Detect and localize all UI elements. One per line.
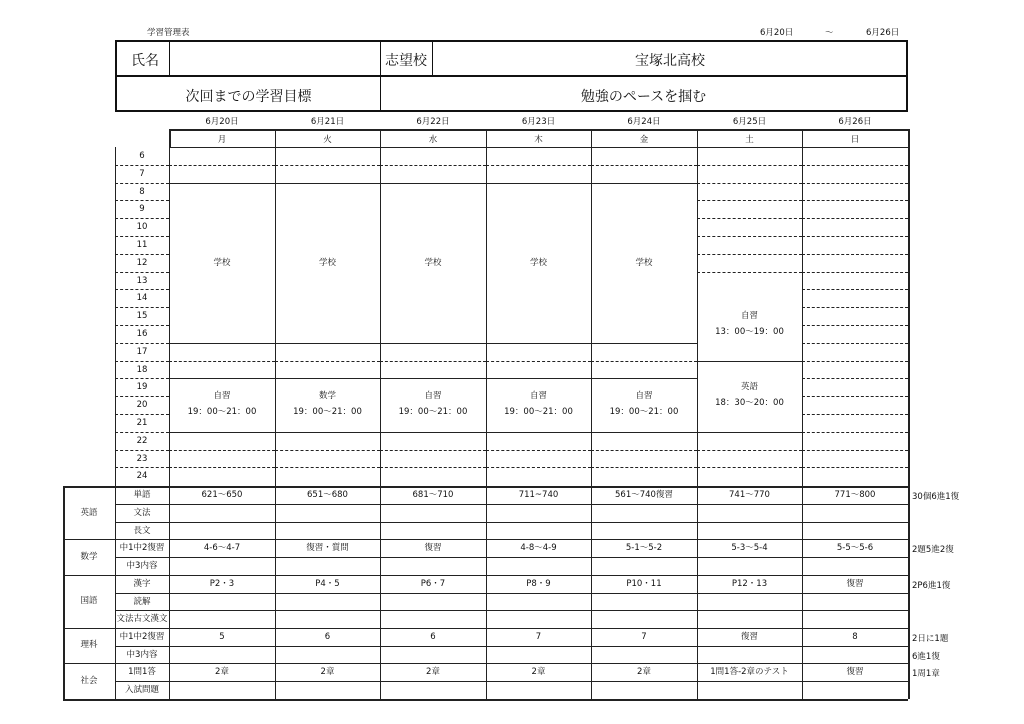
day-of-week: 月: [217, 135, 227, 145]
grid-line: [802, 307, 908, 308]
grid-line: [802, 165, 908, 166]
subject-row-label: 1問1答: [128, 667, 156, 677]
grid-line: [697, 486, 698, 699]
day-date: 6月26日: [838, 117, 872, 127]
grid-line: [115, 183, 169, 184]
grid-line: [486, 343, 591, 344]
grid-line: [115, 378, 169, 379]
grid-line: [169, 147, 908, 148]
hour-label: 16: [136, 329, 148, 339]
subject-cell[interactable]: P2・3: [209, 578, 235, 589]
grid-line: [802, 236, 908, 237]
grid-line: [802, 396, 908, 397]
subject-cell[interactable]: 5-3～5-4: [731, 543, 768, 553]
grid-line: [115, 504, 908, 505]
subject-cell[interactable]: P4・5: [315, 578, 340, 589]
grid-line: [115, 361, 169, 362]
grid-line: [380, 486, 381, 699]
grid-line: [115, 289, 169, 290]
grid-line: [908, 129, 910, 486]
grid-line: [275, 467, 380, 468]
hour-label: 19: [136, 382, 148, 393]
header-block: [115, 40, 908, 112]
evening-block-time: 19：00～21：00: [398, 407, 468, 418]
grid-line: [380, 361, 486, 362]
school-block: 学校: [424, 257, 442, 268]
subject-cell[interactable]: P8・9: [526, 578, 551, 589]
day-date: 6月20日: [205, 117, 239, 127]
grid-line: [802, 450, 908, 451]
grid-line: [802, 467, 908, 468]
evening-block-title: 自習: [635, 391, 653, 402]
hour-label: 10: [136, 222, 148, 233]
evening-block-title: 自習: [213, 391, 231, 402]
grid-line: [115, 218, 169, 219]
grid-line: [486, 378, 591, 379]
grid-line: [908, 486, 910, 699]
saturday-block-title: 英語: [740, 382, 758, 393]
subject-cell[interactable]: 741～770: [729, 490, 770, 500]
grid-line: [591, 450, 697, 451]
school-label: 志望校: [385, 53, 427, 69]
grid-line: [486, 467, 591, 468]
day-date: 6月24日: [627, 117, 661, 127]
evening-block-time: 19：00～21：00: [187, 407, 257, 418]
hour-label: 23: [136, 453, 148, 464]
day-of-week: 木: [534, 135, 543, 145]
grid-line: [63, 486, 65, 699]
goal-label: 次回までの学習目標: [185, 89, 312, 105]
hour-label: 12: [136, 257, 148, 268]
subject-cell[interactable]: 8: [852, 631, 858, 642]
subject-note: 2題5進2復: [912, 545, 954, 555]
grid-line: [697, 165, 802, 166]
hour-label: 8: [139, 186, 145, 197]
subject-note: 1周1章: [912, 669, 940, 679]
grid-line: [802, 272, 908, 273]
subject-note: 2P6進1復: [912, 580, 951, 591]
grid-line: [697, 236, 802, 237]
hour-label: 20: [136, 400, 148, 411]
doc-title: 学習管理表: [147, 28, 190, 38]
grid-line: [802, 200, 908, 201]
subject-row-label: 中1中2復習: [119, 543, 165, 553]
grid-line: [697, 432, 802, 433]
subject-cell[interactable]: 711~740: [518, 490, 559, 500]
subject-cell[interactable]: 621～650: [201, 490, 243, 500]
grid-line: [275, 183, 380, 184]
grid-line: [380, 432, 486, 433]
grid-line: [380, 450, 486, 451]
grid-line: [115, 200, 169, 201]
subject-note: 30個6進1復: [912, 492, 960, 502]
subject-row-label: 読解: [133, 596, 151, 607]
grid-line: [275, 343, 380, 344]
subject-row-label: 中3内容: [126, 649, 158, 660]
subject-cell[interactable]: 5-1～5-2: [625, 543, 663, 553]
subject-row-label: 入試問題: [124, 685, 159, 695]
subject-cell[interactable]: 復習: [846, 667, 864, 677]
grid-line: [802, 486, 803, 699]
grid-line: [802, 183, 908, 184]
subject-cell[interactable]: 2章: [637, 667, 651, 677]
grid-line: [802, 378, 908, 379]
evening-block-title: 自習: [529, 391, 547, 402]
subject-name: 英語: [80, 507, 98, 518]
evening-block-time: 19：00～21：00: [293, 407, 362, 418]
grid-line: [115, 254, 169, 255]
grid-line: [169, 486, 170, 699]
subject-name: 数学: [80, 551, 98, 562]
subject-cell[interactable]: 5-5～5-6: [836, 543, 874, 553]
day-of-week: 日: [850, 135, 860, 145]
grid-line: [115, 593, 908, 594]
grid-line: [591, 343, 697, 344]
grid-line: [697, 272, 802, 273]
grid-line: [380, 165, 486, 166]
evening-block-title: 数学: [318, 391, 336, 402]
grid-line: [380, 183, 486, 184]
day-date: 6月23日: [521, 117, 556, 127]
school-block: 学校: [635, 257, 653, 268]
grid-line: [591, 183, 697, 184]
subject-name: 国語: [80, 596, 98, 606]
name-label: 氏名: [131, 53, 159, 69]
grid-line: [697, 361, 802, 362]
grid-line: [802, 361, 908, 362]
subject-cell[interactable]: P6・7: [420, 578, 446, 589]
subject-cell[interactable]: 681～710: [412, 490, 454, 500]
subject-row-label: 漢字: [133, 578, 151, 589]
grid-line: [802, 325, 908, 326]
evening-block-time: 19：00～21：00: [609, 407, 679, 418]
grid-line: [169, 361, 275, 362]
day-of-week: 金: [639, 135, 649, 145]
hour-label: 11: [136, 240, 148, 250]
period-separator: ～: [825, 28, 834, 38]
subject-cell[interactable]: 復習: [740, 631, 758, 642]
day-date: 6月22日: [416, 117, 450, 127]
subject-cell[interactable]: 7: [535, 631, 542, 642]
subject-cell[interactable]: 771～800: [834, 490, 876, 500]
grid-line: [115, 450, 169, 451]
grid-line: [591, 361, 697, 362]
hour-label: 7: [139, 168, 145, 179]
subject-cell[interactable]: P10・11: [626, 578, 662, 589]
grid-line: [169, 129, 908, 131]
grid-line: [115, 414, 169, 415]
grid-line: [802, 432, 908, 433]
hour-label: 9: [139, 204, 145, 215]
grid-line: [802, 254, 908, 255]
subject-name: 理科: [80, 640, 98, 651]
saturday-block-time: 18：30～20：00: [715, 398, 784, 409]
subject-cell[interactable]: 2章: [320, 667, 335, 677]
subject-cell[interactable]: P12・13: [731, 578, 768, 589]
school-block: 学校: [529, 257, 547, 268]
grid-line: [486, 165, 591, 166]
grid-line: [169, 450, 275, 451]
grid-line: [697, 200, 802, 201]
grid-line: [802, 414, 908, 415]
subject-cell[interactable]: 561～740復習: [615, 490, 673, 500]
grid-line: [275, 378, 380, 379]
day-date: 6月25日: [732, 117, 767, 127]
day-of-week: 土: [745, 135, 754, 145]
grid-line: [169, 165, 275, 166]
grid-line: [697, 183, 802, 184]
grid-line: [169, 343, 275, 344]
subject-cell[interactable]: 復習: [424, 543, 442, 553]
subject-cell[interactable]: 7: [641, 631, 647, 642]
hour-label: 22: [136, 435, 148, 446]
subject-cell[interactable]: 復習・質問: [306, 543, 349, 553]
grid-line: [115, 557, 908, 558]
subject-cell[interactable]: 4-8～4-9: [520, 543, 557, 553]
grid-line: [169, 432, 275, 433]
grid-line: [802, 218, 908, 219]
grid-line: [115, 272, 169, 273]
subject-cell[interactable]: 2章: [531, 667, 546, 677]
subject-cell[interactable]: 2章: [426, 667, 440, 677]
grid-line: [697, 218, 802, 219]
subject-cell[interactable]: 復習: [846, 578, 864, 589]
grid-line: [115, 236, 169, 237]
grid-line: [697, 254, 802, 255]
grid-line: [169, 467, 275, 468]
grid-line: [115, 432, 169, 433]
grid-line: [486, 361, 591, 362]
grid-line: [115, 325, 169, 326]
subject-row-label: 長文: [133, 525, 151, 536]
saturday-block-time: 13：00～19：00: [715, 327, 784, 337]
grid-line: [802, 343, 908, 344]
grid-line: [275, 432, 380, 433]
grid-line: [115, 522, 908, 523]
subject-cell[interactable]: 1問1答-2章のテスト: [710, 667, 789, 677]
grid-line: [275, 361, 380, 362]
hour-label: 17: [136, 346, 148, 357]
grid-line: [486, 450, 591, 451]
hour-label: 14: [136, 293, 148, 304]
grid-line: [802, 289, 908, 290]
grid-line: [275, 486, 276, 699]
period-end: 6月26日: [866, 28, 900, 38]
grid-line: [169, 147, 170, 486]
grid-line: [115, 343, 169, 344]
grid-line: [115, 165, 169, 166]
grid-line: [169, 378, 275, 379]
hour-label: 6: [139, 151, 145, 161]
grid-line: [486, 432, 591, 433]
subject-row-label: 文法: [133, 508, 151, 518]
evening-block-title: 自習: [424, 391, 442, 402]
period-start: 6月20日: [760, 28, 794, 38]
name-field[interactable]: [177, 50, 372, 68]
subject-cell[interactable]: 6: [430, 631, 436, 642]
saturday-block-title: 自習: [740, 311, 758, 321]
grid-line: [115, 610, 908, 611]
subject-note: 6進1復: [912, 651, 940, 662]
grid-line: [380, 343, 486, 344]
subject-cell[interactable]: 6: [324, 631, 331, 642]
grid-line: [591, 486, 592, 699]
grid-line: [275, 450, 380, 451]
subject-cell[interactable]: 651～680: [307, 490, 348, 500]
hour-label: 13: [136, 275, 148, 286]
school-block: 学校: [213, 257, 231, 268]
hour-label: 18: [136, 364, 148, 375]
grid-line: [275, 165, 380, 166]
day-of-week: 火: [323, 135, 332, 145]
grid-line: [591, 467, 697, 468]
grid-line: [486, 183, 591, 184]
grid-line: [591, 165, 697, 166]
hour-label: 15: [136, 311, 148, 322]
grid-line: [591, 378, 697, 379]
subject-row-label: 中1中2復習: [119, 631, 165, 642]
hour-label: 21: [136, 418, 148, 428]
grid-line: [115, 467, 169, 468]
hour-label: 24: [136, 471, 148, 482]
grid-line: [697, 467, 802, 468]
grid-line: [115, 396, 169, 397]
grid-line: [115, 486, 116, 699]
subject-row-label: 単語: [133, 490, 151, 500]
grid-line: [591, 432, 697, 433]
day-of-week: 水: [428, 135, 438, 145]
school-value: 宝塚北高校: [635, 53, 705, 69]
grid-line: [115, 646, 908, 647]
subject-cell[interactable]: 4-6～4-7: [203, 543, 241, 553]
grid-line: [486, 486, 487, 699]
subject-row-label: 中3内容: [126, 561, 158, 571]
grid-line: [63, 699, 908, 701]
subject-name: 社会: [80, 675, 98, 686]
subject-row-label: 文法古文漢文: [116, 614, 168, 624]
grid-line: [115, 681, 908, 682]
subject-cell[interactable]: 2章: [215, 667, 229, 677]
grid-line: [115, 307, 169, 308]
grid-line: [169, 129, 171, 147]
school-block: 学校: [318, 257, 336, 268]
grid-line: [380, 378, 486, 379]
goal-value: 勉強のペースを掴む: [580, 89, 707, 105]
grid-line: [169, 183, 275, 184]
grid-line: [380, 467, 486, 468]
day-date: 6月21日: [310, 117, 345, 127]
subject-cell[interactable]: 5: [219, 631, 225, 642]
subject-note: 2日に1題: [912, 633, 949, 644]
grid-line: [697, 450, 802, 451]
evening-block-time: 19：00～21：00: [504, 407, 573, 418]
